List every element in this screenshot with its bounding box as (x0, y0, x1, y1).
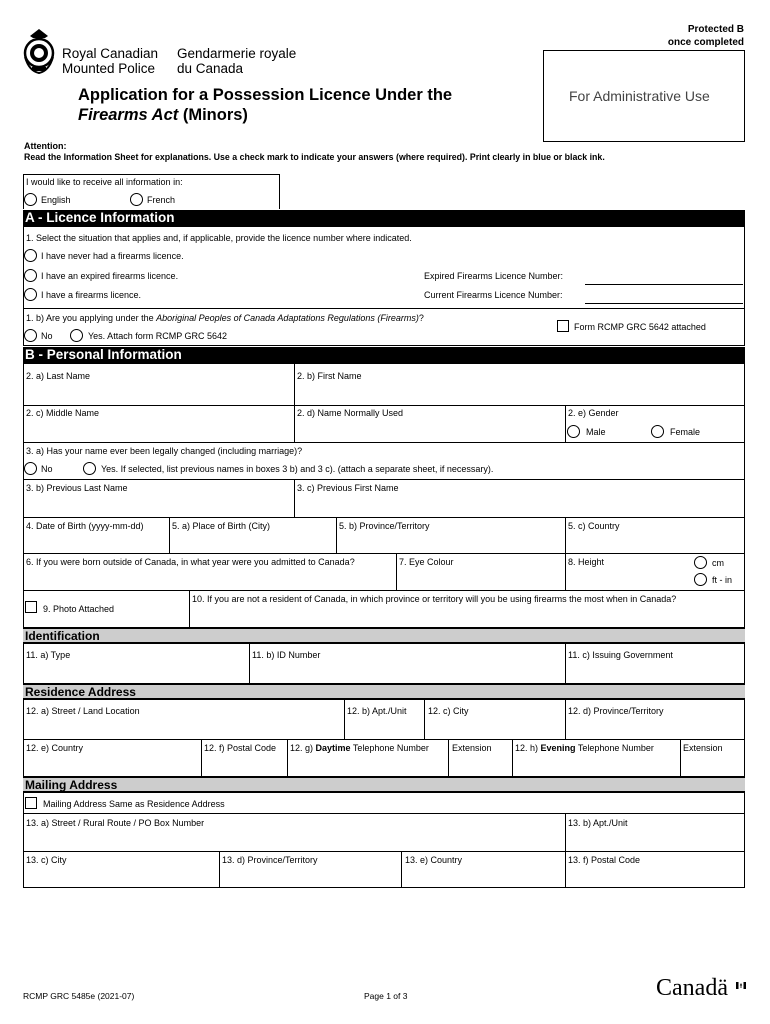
res-apt-label: 12. b) Apt./Unit (347, 706, 407, 716)
current-number-input[interactable] (585, 303, 743, 304)
expired-number-label: Expired Firearms Licence Number: (424, 271, 564, 281)
mail-postal-label: 13. f) Postal Code (568, 855, 641, 865)
admin-use-box (543, 50, 745, 142)
divider (189, 590, 190, 628)
divider (23, 590, 745, 591)
res-country-label: 12. e) Country (26, 743, 84, 753)
q1b-no-label: No (41, 331, 53, 341)
attention-label: Attention: (24, 141, 67, 151)
divider (396, 553, 397, 590)
divider (23, 851, 745, 852)
day-phone-text: Telephone Number (350, 743, 429, 753)
divider (448, 739, 449, 777)
divider (424, 699, 425, 739)
divider (294, 363, 295, 405)
eve-phone-label (515, 743, 654, 754)
height-ftin-radio[interactable] (694, 573, 707, 586)
day-phone-daytime: Daytime (315, 743, 351, 753)
id-number-label: 11. b) ID Number (252, 650, 321, 660)
male-label: Male (586, 427, 606, 437)
divider (565, 851, 566, 888)
never-licence-label: I have never had a firearms licence. (41, 251, 184, 261)
res-city-label: 12. c) City (428, 706, 469, 716)
protected-label: Protected B once completed (667, 24, 744, 48)
form-5642-checkbox[interactable] (557, 320, 569, 332)
q1b-label (26, 313, 424, 324)
q1b-end: ? (418, 313, 424, 323)
pob-country-label: 5. c) Country (568, 521, 620, 531)
divider (565, 405, 566, 442)
french-label: French (147, 195, 176, 205)
eve-phone-text: Telephone Number (575, 743, 654, 753)
prev-first-name-label: 3. c) Previous First Name (297, 483, 399, 493)
height-cm-label: cm (712, 558, 724, 568)
q1a-label: 1. Select the situation that applies and, if applicable, provide the licence number where indicated. (26, 233, 412, 243)
expired-licence-radio[interactable] (24, 269, 37, 282)
mail-country-label: 13. e) Country (405, 855, 463, 865)
q3a-yes-radio[interactable] (83, 462, 96, 475)
gender-label: 2. e) Gender (568, 408, 619, 418)
canada-flag-icon (736, 976, 746, 983)
divider (23, 405, 745, 406)
never-licence-radio[interactable] (24, 249, 37, 262)
agency-name-en: Royal Canadian Mounted Police (62, 46, 159, 76)
height-cm-radio[interactable] (694, 556, 707, 569)
eve-phone-num: 12. h) (515, 743, 541, 753)
identification-header: Identification (23, 628, 745, 643)
photo-label: 9. Photo Attached (43, 604, 115, 614)
height-label: 8. Height (568, 557, 605, 567)
current-number-label: Current Firearms Licence Number: (424, 290, 563, 300)
divider (565, 643, 566, 684)
eye-colour-label: 7. Eye Colour (399, 557, 454, 567)
q3a-label: 3. a) Has your name ever been legally changed (including marriage)? (26, 446, 303, 456)
female-label: Female (670, 427, 701, 437)
divider (294, 479, 295, 517)
language-question: I would like to receive all information in: (26, 177, 183, 187)
divider (336, 517, 337, 553)
q1b-yes-radio[interactable] (70, 329, 83, 342)
rcmp-crest-logo (21, 27, 57, 75)
canada-wordmark-text: Canadä (656, 975, 728, 1001)
issuing-gov-label: 11. c) Issuing Government (568, 650, 673, 660)
section-b-frame (23, 363, 745, 628)
mail-apt-label: 13. b) Apt./Unit (568, 818, 628, 828)
current-licence-label: I have a firearms licence. (41, 290, 142, 300)
q1b-no-radio[interactable] (24, 329, 37, 342)
page-title: Application for a Possession Licence Under the Firearms Act (Minors) (78, 86, 453, 124)
male-radio[interactable] (567, 425, 580, 438)
divider (23, 442, 745, 443)
q10-label: 10. If you are not a resident of Canada, in which province or territory will you be using firearms the most when in Canada? (192, 594, 677, 604)
day-phone-num: 12. g) (290, 743, 316, 753)
res-street-label: 12. a) Street / Land Location (26, 706, 140, 716)
agency-name-fr: Gendarmerie royale du Canada (177, 46, 297, 76)
form-id: RCMP GRC 5485e (2021-07) (23, 991, 135, 1001)
q1b-divider (23, 308, 745, 309)
id-type-label: 11. a) Type (26, 650, 71, 660)
expired-licence-label: I have an expired firearms licence. (41, 271, 179, 281)
divider (680, 739, 681, 777)
divider (201, 739, 202, 777)
day-ext-label: Extension (452, 743, 492, 753)
mailing-same-label: Mailing Address Same as Residence Address (43, 799, 225, 809)
middle-name-label: 2. c) Middle Name (26, 408, 100, 418)
divider (565, 699, 566, 739)
divider (565, 553, 566, 590)
divider (23, 739, 745, 740)
pob-city-label: 5. a) Place of Birth (City) (172, 521, 271, 531)
mail-city-label: 13. c) City (26, 855, 67, 865)
french-radio[interactable] (130, 193, 143, 206)
divider (23, 517, 745, 518)
res-postal-label: 12. f) Postal Code (204, 743, 277, 753)
q1b-text: 1. b) Are you applying under the (26, 313, 157, 323)
q1b-yes-label: Yes. Attach form RCMP GRC 5642 (88, 331, 228, 341)
divider (294, 405, 295, 442)
first-name-label: 2. b) First Name (297, 371, 362, 381)
photo-checkbox[interactable] (25, 601, 37, 613)
divider (344, 699, 345, 739)
divider (219, 851, 220, 888)
pob-prov-label: 5. b) Province/Territory (339, 521, 430, 531)
prev-last-name-label: 3. b) Previous Last Name (26, 483, 128, 493)
eve-phone-evening: Evening (540, 743, 576, 753)
divider (23, 479, 745, 480)
current-licence-radio[interactable] (24, 288, 37, 301)
q3a-yes-label: Yes. If selected, list previous names in boxes 3 b) and 3 c). (attach a separate sheet, if necessary). (101, 464, 494, 474)
day-phone-label (290, 743, 429, 754)
eve-ext-label: Extension (683, 743, 723, 753)
dob-label: 4. Date of Birth (yyyy-mm-dd) (26, 521, 144, 531)
divider (287, 739, 288, 777)
section-b-header: B - Personal Information (23, 347, 745, 363)
res-prov-label: 12. d) Province/Territory (568, 706, 664, 716)
name-used-label: 2. d) Name Normally Used (297, 408, 404, 418)
residence-header: Residence Address (23, 684, 745, 699)
english-label: English (41, 195, 71, 205)
height-ftin-label: ft - in (712, 575, 733, 585)
mail-street-label: 13. a) Street / Rural Route / PO Box Number (26, 818, 205, 828)
mailing-same-checkbox[interactable] (25, 797, 37, 809)
admin-use-label: For Administrative Use (569, 88, 710, 104)
q3a-no-radio[interactable] (24, 462, 37, 475)
divider (565, 517, 566, 553)
mail-prov-label: 13. d) Province/Territory (222, 855, 318, 865)
mailing-header: Mailing Address (23, 777, 745, 792)
divider (401, 851, 402, 888)
divider (565, 813, 566, 851)
divider (23, 553, 745, 554)
attention-text: Read the Information Sheet for explanations. Use a check mark to indicate your answers (where required). Print clearly in blue or black ink. (24, 152, 605, 162)
canada-wordmark (656, 974, 728, 1002)
divider (512, 739, 513, 777)
female-radio[interactable] (651, 425, 664, 438)
title-suffix: (Minors) (178, 106, 248, 124)
english-radio[interactable] (24, 193, 37, 206)
divider (23, 813, 745, 814)
expired-number-input[interactable] (585, 284, 743, 285)
title-act-name: Firearms Act (78, 106, 179, 124)
divider (249, 643, 250, 684)
divider (169, 517, 170, 553)
last-name-label: 2. a) Last Name (26, 371, 91, 381)
page-number: Page 1 of 3 (364, 991, 408, 1001)
q6-label: 6. If you were born outside of Canada, in what year were you admitted to Canada? (26, 557, 355, 567)
form-5642-label: Form RCMP GRC 5642 attached (574, 322, 706, 332)
section-a-header: A - Licence Information (23, 210, 745, 226)
q1b-regulation: Aboriginal Peoples of Canada Adaptations Regulations (Firearms) (156, 313, 419, 323)
q3a-no-label: No (41, 464, 53, 474)
